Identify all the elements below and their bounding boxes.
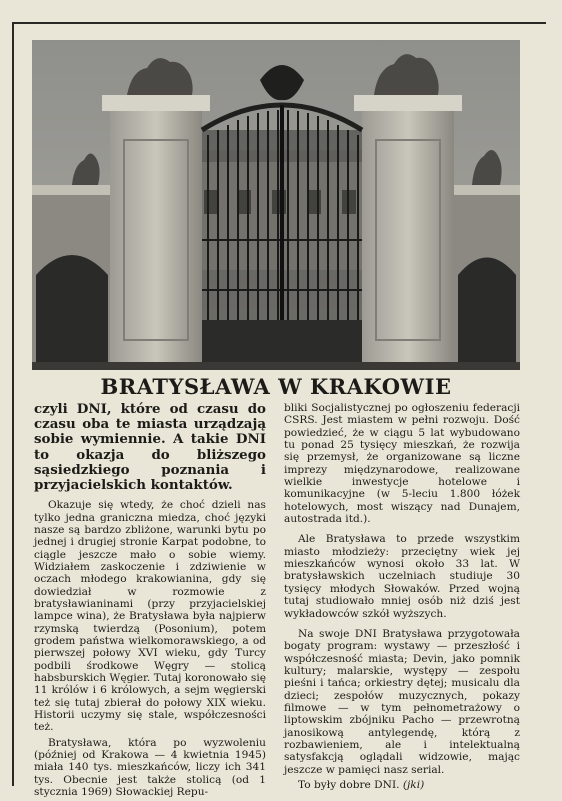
photo-palace-gate (32, 40, 520, 370)
paragraph: Na swoje DNI Bratysława przygotowała bogaty program: wystawy — przeszłość i współczesność miasta; Devin, jako pomnik kultury; malarskie, występy — zespołu pieśni i tańca; orkiestry dętej; musicalu dla dzieci; zespołów muzycznych, pokazy filmowe — w tym pełnometrażowy o liptowskim zbójniku Pacho — przewrotną janosikową antylegendę, którą z rozbawieniem, ale i intelektualną satysfakcją oglądali widzowie, mając jeszcze w pamięci nasz serial. (284, 627, 520, 776)
column-right (284, 402, 520, 794)
paragraph: bliki Socjalistycznej po ogłoszeniu federacji CSRS. Jest miastem w pełni rozwoju. Dość powiedzieć, że w ciągu 5 lat wybudowano tu ponad 25 tysięcy mieszkań, że rozwija się przemysł, że organizowane są liczne imprezy międzynarodowe, realizowane wielkie inwestycje hotelowe i komunikacyjne (w 5-leciu 1.800 łóżek hotelowych, most wiszący nad Dunajem, autostrada itd.). (284, 402, 520, 526)
column-left (34, 402, 266, 801)
paragraph: Okazuje się wtedy, że choć dzieli nas tylko jedna graniczna miedza, choć języki nasze są bardzo zbliżone, warunki bytu po jednej i drugiej stronie Karpat podobne, to ciągle jeszcze mało o sobie wiemy. Widziałem zaskoczenie i zdziwienie w oczach młodego krakowianina, gdy się dowiedział w rozmowie z bratysławianinami (przy przyjacielskiej lampce wina), że Bratysława była najpierw rzymską twierdzą (Posonium), potem grodem państwa wielkomorawskiego, a od pierwszej połowy XVI wieku, gdy Turcy podbili środkowe Węgry — stolicą habsburskich Węgier. Tutaj koronowało się 11 królów i 6 królowych, a sejm węgierski też się tutaj zbierał do połowy XIX wieku. Historii uczymy się stale, współczesności też. (34, 499, 266, 734)
article-lead: czyli DNI, które od czasu do czasu oba te miasta urządzają sobie wymiennie. A takie DNI to okazja do bliższego sąsiedzkiego poznania i przyjacielskich kontaktów. (34, 401, 266, 494)
paragraph: Bratysława, która po wyzwoleniu (później od Krakowa — 4 kwietnia 1945) miała 140 tys. mieszkańców, liczy ich 341 tys. Obecnie jest także stolicą (od 1 stycznia 1969) Słowackiej Repu- (34, 736, 266, 799)
closing-text: To były dobre DNI. (298, 778, 400, 791)
paragraph: Ale Bratysława to przede wszystkim miasto młodzieży: przeciętny wiek jej mieszkańców wynosi około 33 lat. W bratysławskich uczelniach studiuje 30 tysięcy młodych Słowaków. Przed wojną tutaj studiowało mniej osób niż dziś jest wykładowców szkół wyższych. (284, 533, 520, 620)
closing-line (284, 779, 520, 791)
gate-illustration (32, 40, 520, 370)
author-signature: (jki) (402, 778, 425, 791)
article-title: BRATYSŁAWA W KRAKOWIE (100, 374, 452, 399)
